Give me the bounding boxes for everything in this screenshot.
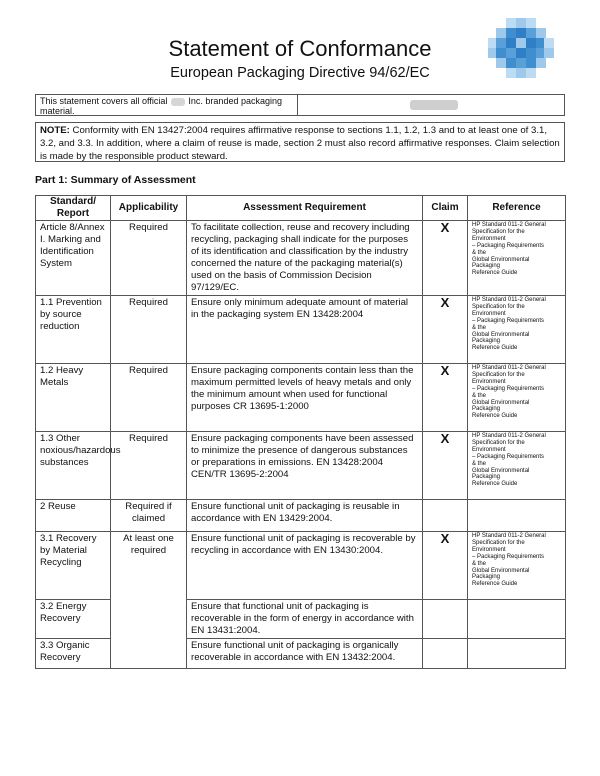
requirement-cell: Ensure functional unit of packaging is reusable in accordance with EN 13429:2004. [187,500,423,532]
applicability-cell: At least one required [111,532,187,669]
requirement-cell: Ensure functional unit of packaging is organically recoverable in accordance with EN 13432:2004. [187,639,423,669]
reference-cell [468,500,566,532]
header-standard: Standard/ Report [36,196,111,221]
requirement-cell: Ensure packaging components have been assessed to minimize the presence of dangerous substances or preparations in emissions. EN 13428:2004 CEN/TR 13695-2:2004 [187,432,423,500]
reference-cell [468,639,566,669]
table-row [36,432,566,500]
claim-cell: X [423,296,468,364]
reference-cell: HP Standard 011-2 General Specification for the Environment – Packaging Requirements & the Global Environmental Packaging Reference Guide [468,364,566,432]
reference-cell: HP Standard 011-2 General Specification for the Environment – Packaging Requirements & the Global Environmental Packaging Reference Guide [468,296,566,364]
coverage-box [35,94,565,116]
applicability-cell: Required if claimed [111,500,187,532]
header-claim: Claim [423,196,468,221]
redacted-name [171,98,185,106]
standard-cell: 2 Reuse [36,500,111,532]
table-row [36,296,566,364]
coverage-text-before: This statement covers all official [40,96,168,106]
requirement-cell: Ensure packaging components contain less than the maximum permitted levels of heavy metals and only the minimum amount when used for functional purposes CR 13695-1:2000 [187,364,423,432]
coverage-statement [36,95,298,115]
table-row [36,532,566,600]
standard-cell: 1.3 Other noxious/hazardous substances [36,432,111,500]
claim-cell: X [423,364,468,432]
page-subtitle: European Packaging Directive 94/62/EC [170,65,430,81]
claim-cell [423,639,468,669]
part1-heading: Part 1: Summary of Assessment [35,174,196,186]
applicability-cell: Required [111,364,187,432]
applicability-cell: Required [111,221,187,296]
reference-cell: HP Standard 011-2 General Specification for the Environment – Packaging Requirements & the Global Environmental Packaging Reference Guide [468,532,566,600]
reference-cell [468,600,566,639]
requirement-cell: Ensure only minimum adequate amount of material in the packaging system EN 13428:2004 [187,296,423,364]
header-applicability: Applicability [111,196,187,221]
applicability-cell: Required [111,296,187,364]
page-title: Statement of Conformance [168,36,432,61]
claim-cell [423,500,468,532]
standard-cell: 3.3 Organic Recovery [36,639,111,669]
table-row [36,221,566,296]
claim-cell: X [423,532,468,600]
requirement-cell: Ensure functional unit of packaging is recoverable by recycling in accordance with EN 13430:2004. [187,532,423,600]
table-row [36,364,566,432]
header-requirement: Assessment Requirement [187,196,423,221]
standard-cell: 1.1 Prevention by source reduction [36,296,111,364]
assessment-table [35,195,566,669]
standard-cell: 1.2 Heavy Metals [36,364,111,432]
company-logo [488,18,554,78]
coverage-text-after: Inc. branded packaging material. [40,96,282,116]
redacted-field [410,100,458,110]
reference-cell: HP Standard 011-2 General Specification for the Environment – Packaging Requirements & the Global Environmental Packaging Reference Guide [468,221,566,296]
claim-cell: X [423,432,468,500]
note-text: Conformity with EN 13427:2004 requires affirmative response to sections 1.1, 1.2, 1.3 and to at least one of 3.1, 3.2, and 3.3. In addition, where a claim of reuse is made, section 2 must also record affirmative responses. Claim selection is made by the responsible product steward. [40,125,560,162]
standard-cell: Article 8/Annex I. Marking and Identification System [36,221,111,296]
reference-cell: HP Standard 011-2 General Specification for the Environment – Packaging Requirements & the Global Environmental Packaging Reference Guide [468,432,566,500]
note-label: NOTE: [40,125,70,136]
requirement-cell: To facilitate collection, reuse and recovery including recycling, packaging shall indicate for the purposes of its identification and classification by the industry concerned the nature of the packaging material(s) used on the basis of Commission Decision 97/129/EC. [187,221,423,296]
claim-cell: X [423,221,468,296]
table-row [36,500,566,532]
note-box [35,122,565,162]
standard-cell: 3.1 Recovery by Material Recycling [36,532,111,600]
table-header-row [36,196,566,221]
applicability-cell: Required [111,432,187,500]
requirement-cell: Ensure that functional unit of packaging is recoverable in the form of energy in accordance with EN 13431:2004. [187,600,423,639]
claim-cell [423,600,468,639]
standard-cell: 3.2 Energy Recovery [36,600,111,639]
header-reference: Reference [468,196,566,221]
